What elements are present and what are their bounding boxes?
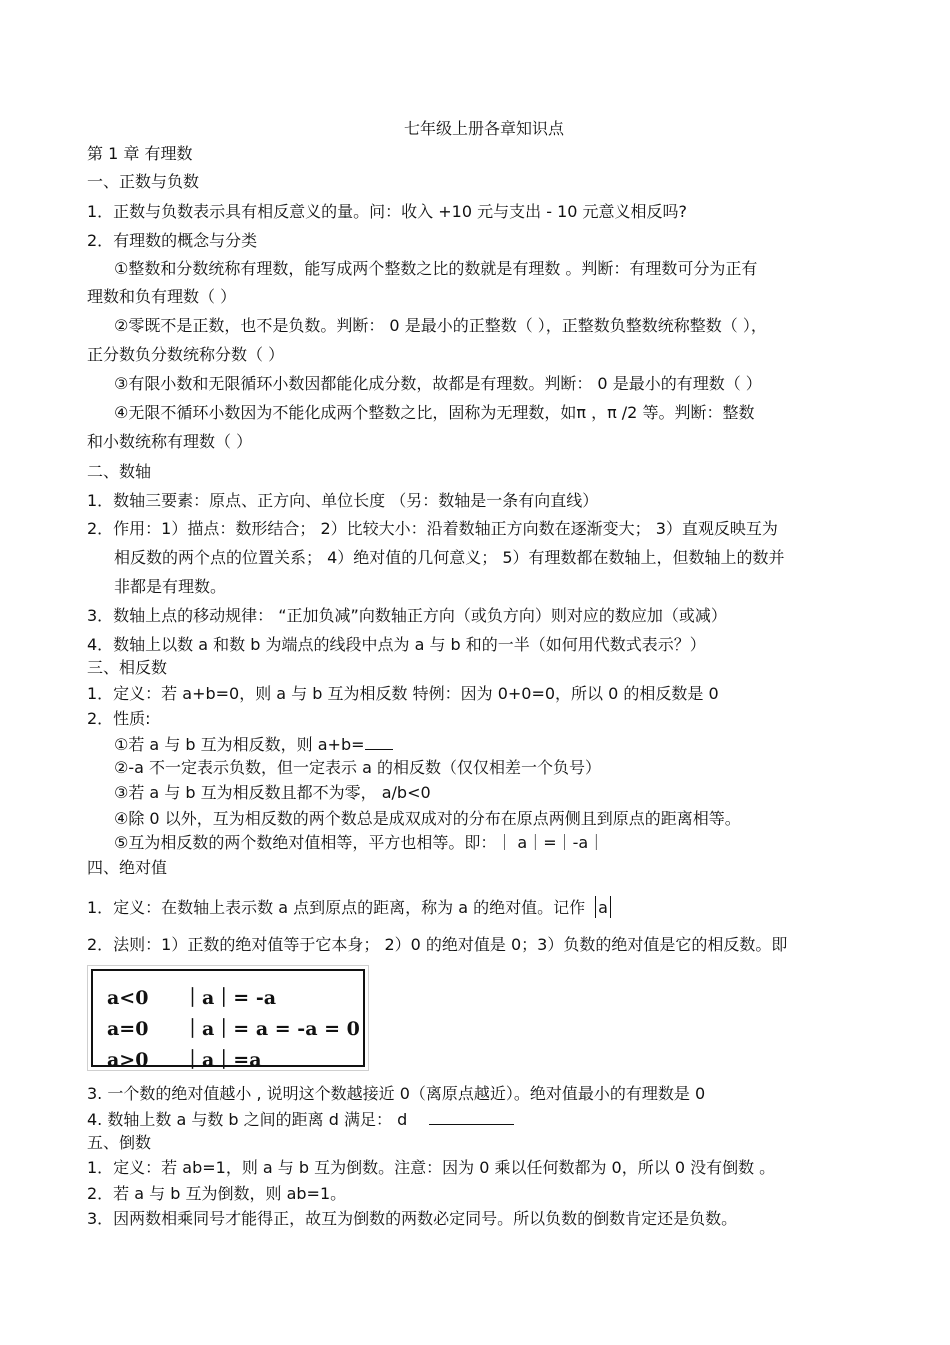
text-line: 正分数负分数统称分数（ ） [87, 345, 285, 364]
text-line: 相反数的两个点的位置关系； 4）绝对值的几何意义； 5）有理数都在数轴上，但数轴上的数并 [114, 548, 785, 567]
text-line: ①整数和分数统称有理数，能写成两个整数之比的数就是有理数 。判断：有理数可分为正有 [114, 259, 758, 278]
text-line: 和小数统称有理数（ ） [87, 432, 253, 451]
text-segment: 4. 数轴上数 a 与数 b 之间的距离 d 满足： d [87, 1110, 408, 1129]
table-cell: ｜a｜= a = -a = 0 [183, 1018, 360, 1040]
abs-bar [595, 896, 596, 918]
text-line: 理数和负有理数（ ） [87, 287, 237, 306]
text-line [87, 896, 613, 918]
text-line: ④无限不循环小数因为不能化成两个整数之比，固称为无理数，如π ，π /2 等。判断：整数 [114, 403, 755, 422]
text-line: 2．性质: [87, 709, 151, 728]
table-cell: ｜a｜= -a [183, 987, 277, 1009]
answer-blank [365, 735, 393, 750]
text-line [114, 735, 393, 753]
table-cell: ｜a｜=a [183, 1049, 262, 1071]
text-line: 3．数轴上点的移动规律： “正加负减”向数轴正方向（或负方向）则对应的数应加（或减） [87, 606, 727, 625]
table-border [91, 969, 365, 1071]
text-line: 4．数轴上以数 a 和数 b 为端点的线段中点为 a 与 b 和的一半（如何用代数式表示？） [87, 635, 706, 654]
text-line: 2．法则：1）正数的绝对值等于它本身； 2）0 的绝对值是 0；3）负数的绝对值是它的相反数。即 [87, 935, 788, 954]
table-cell: a<0 [107, 987, 149, 1009]
text-line: 1．定义：若 a+b=0，则 a 与 b 互为相反数 特例：因为 0+0=0，所以 0 的相反数是 0 [87, 684, 719, 703]
text-line: 1．数轴三要素：原点、正方向、单位长度 （另：数轴是一条有向直线） [87, 491, 599, 510]
text-line: ④除 0 以外，互为相反数的两个数总是成双成对的分布在原点两侧且到原点的距离相等。 [114, 809, 741, 828]
text-line: ③有限小数和无限循环小数因都能化成分数，故都是有理数。判断： 0 是最小的有理数（ ） [114, 374, 762, 393]
text-line: 2．作用：1）描点：数形结合； 2）比较大小：沿着数轴正方向数在逐渐变大； 3）直观反映互为 [87, 519, 778, 538]
text-line: 3. 一个数的绝对值越小 , 说明这个数越接近 0（离原点越近）。绝对值最小的有理数是 0 [87, 1084, 706, 1103]
text-line: 2．有理数的概念与分类 [87, 231, 258, 250]
page-title: 七年级上册各章知识点 [404, 119, 565, 138]
section-heading: 一、正数与负数 [87, 172, 200, 191]
answer-blank [429, 1110, 514, 1125]
text-line: 1．定义：若 ab=1，则 a 与 b 互为倒数。注意：因为 0 乘以任何数都为 0，所以 0 没有倒数 。 [87, 1158, 776, 1177]
section-heading: 五、倒数 [87, 1133, 152, 1152]
abs-value-rule-table [87, 965, 369, 1071]
text-line: 3．因两数相乘同号才能得正，故互为倒数的两数必定同号。所以负数的倒数肯定还是负数。 [87, 1209, 738, 1228]
text-line [87, 1110, 514, 1128]
text-segment: 1．定义：在数轴上表示数 a 点到原点的距离，称为 a 的绝对值。记作 [87, 898, 586, 917]
section-heading: 四、绝对值 [87, 858, 168, 877]
abs-symbol: a [598, 898, 608, 917]
table-row [107, 1045, 262, 1072]
text-line: 1．正数与负数表示具有相反意义的量。问：收入 +10 元与支出 - 10 元意义相反吗? [87, 202, 688, 221]
table-cell: a>0 [107, 1049, 149, 1071]
table-row [107, 983, 276, 1010]
table-cell: a=0 [107, 1018, 149, 1040]
section-heading: 三、相反数 [87, 658, 168, 677]
text-segment: ①若 a 与 b 互为相反数，则 a+b= [114, 735, 365, 754]
table-row [107, 1014, 360, 1041]
text-line: 2．若 a 与 b 互为倒数，则 ab=1。 [87, 1184, 347, 1203]
section-heading: 二、数轴 [87, 462, 152, 481]
text-line: ⑤互为相反数的两个数绝对值相等，平方也相等。即：｜ a｜=｜-a｜ [114, 833, 605, 852]
text-line: ③若 a 与 b 互为相反数且都不为零， a/b<0 [114, 783, 431, 802]
text-line: 非都是有理数。 [114, 577, 227, 596]
text-line: ②-a 不一定表示负数，但一定表示 a 的相反数（仅仅相差一个负号） [114, 758, 601, 777]
text-line: ②零既不是正数，也不是负数。判断： 0 是最小的正整数（ ），正整数负整数统称整数（ ）， [114, 316, 767, 335]
chapter-heading: 第 1 章 有理数 [87, 144, 193, 163]
abs-bar [610, 896, 611, 918]
